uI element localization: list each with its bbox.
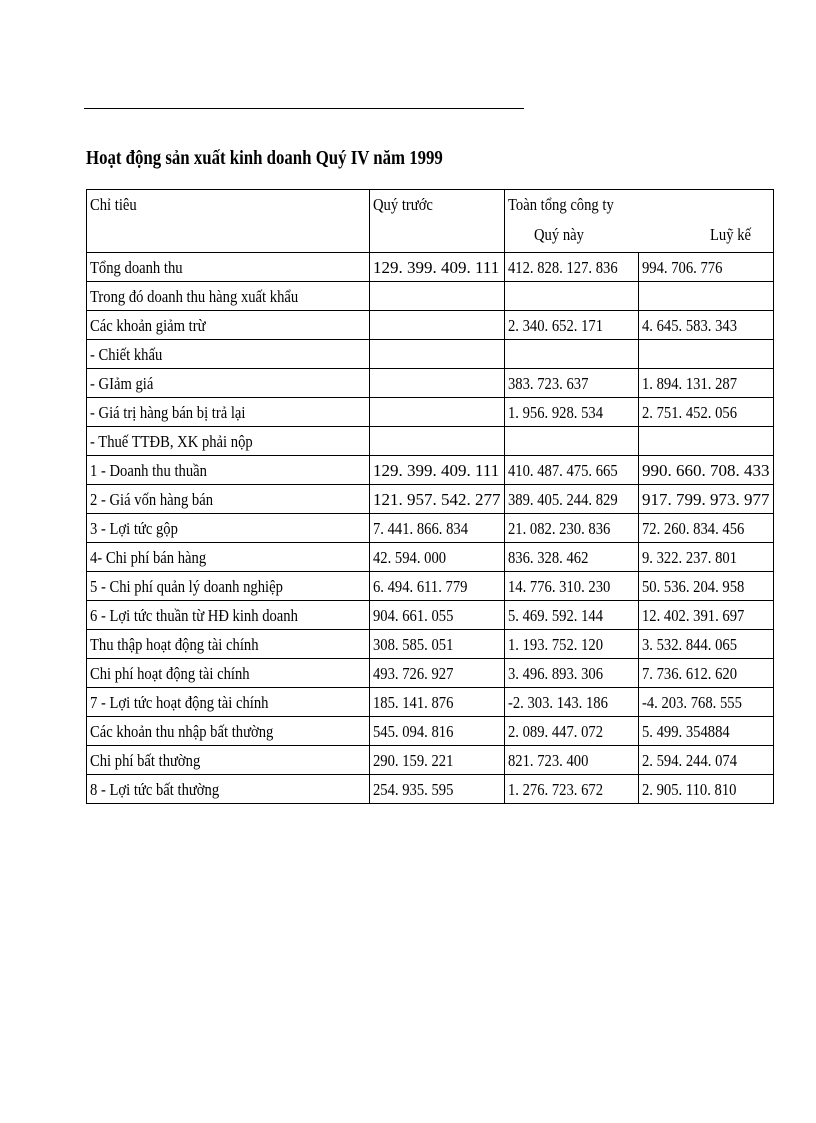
row-label: Trong đó doanh thu hàng xuất khẩu bbox=[87, 282, 370, 311]
row-cumulative: 1. 894. 131. 287 bbox=[639, 369, 774, 398]
row-this-quarter: 389. 405. 244. 829 bbox=[504, 485, 639, 514]
row-label: - GIảm giá bbox=[87, 369, 370, 398]
header-previous-quarter: Quý trước bbox=[370, 190, 505, 253]
row-previous-quarter: 185. 141. 876 bbox=[370, 688, 505, 717]
row-this-quarter: 21. 082. 230. 836 bbox=[504, 514, 639, 543]
row-previous-quarter: 290. 159. 221 bbox=[370, 746, 505, 775]
row-this-quarter: 3. 496. 893. 306 bbox=[504, 659, 639, 688]
row-this-quarter: 1. 276. 723. 672 bbox=[504, 775, 639, 804]
row-cumulative: 3. 532. 844. 065 bbox=[639, 630, 774, 659]
row-previous-quarter bbox=[370, 369, 505, 398]
row-previous-quarter: 545. 094. 816 bbox=[370, 717, 505, 746]
row-cumulative bbox=[639, 282, 774, 311]
row-this-quarter: -2. 303. 143. 186 bbox=[504, 688, 639, 717]
row-label: Tổng doanh thu bbox=[87, 253, 370, 282]
header-company-total: Toàn tổng công ty Quý này Luỹ kế bbox=[504, 190, 773, 253]
row-previous-quarter: 129. 399. 409. 111 bbox=[370, 456, 505, 485]
table-row bbox=[87, 601, 774, 630]
row-this-quarter: 410. 487. 475. 665 bbox=[504, 456, 639, 485]
table-row bbox=[87, 311, 774, 340]
row-label: - Thuế TTĐB, XK phải nộp bbox=[87, 427, 370, 456]
row-this-quarter bbox=[504, 282, 639, 311]
table-row bbox=[87, 688, 774, 717]
table-row bbox=[87, 369, 774, 398]
row-previous-quarter: 308. 585. 051 bbox=[370, 630, 505, 659]
row-this-quarter: 2. 340. 652. 171 bbox=[504, 311, 639, 340]
row-cumulative: 50. 536. 204. 958 bbox=[639, 572, 774, 601]
row-cumulative: 2. 594. 244. 074 bbox=[639, 746, 774, 775]
table-row bbox=[87, 630, 774, 659]
row-label: Thu thập hoạt động tài chính bbox=[87, 630, 370, 659]
row-previous-quarter: 42. 594. 000 bbox=[370, 543, 505, 572]
table-row bbox=[87, 514, 774, 543]
row-cumulative: 4. 645. 583. 343 bbox=[639, 311, 774, 340]
row-cumulative: 5. 499. 354884 bbox=[639, 717, 774, 746]
row-label: 6 - Lợi tức thuần từ HĐ kinh doanh bbox=[87, 601, 370, 630]
page-title: Hoạt động sản xuất kinh doanh Quý IV năm 1999 bbox=[86, 147, 443, 169]
table-row bbox=[87, 746, 774, 775]
header-rule-right bbox=[227, 108, 524, 109]
row-cumulative: 994. 706. 776 bbox=[639, 253, 774, 282]
row-this-quarter: 1. 193. 752. 120 bbox=[504, 630, 639, 659]
report-table bbox=[86, 189, 774, 804]
table-row bbox=[87, 398, 774, 427]
row-this-quarter: 1. 956. 928. 534 bbox=[504, 398, 639, 427]
row-label: 3 - Lợi tức gộp bbox=[87, 514, 370, 543]
row-cumulative bbox=[639, 427, 774, 456]
row-cumulative: 9. 322. 237. 801 bbox=[639, 543, 774, 572]
table-row bbox=[87, 659, 774, 688]
row-previous-quarter: 129. 399. 409. 111 bbox=[370, 253, 505, 282]
row-this-quarter: 14. 776. 310. 230 bbox=[504, 572, 639, 601]
row-cumulative bbox=[639, 340, 774, 369]
table-row bbox=[87, 485, 774, 514]
row-cumulative: 7. 736. 612. 620 bbox=[639, 659, 774, 688]
table-row bbox=[87, 427, 774, 456]
row-label: 8 - Lợi tức bất thường bbox=[87, 775, 370, 804]
header-cumulative: Luỹ kế bbox=[709, 225, 751, 244]
row-cumulative: 12. 402. 391. 697 bbox=[639, 601, 774, 630]
row-cumulative: -4. 203. 768. 555 bbox=[639, 688, 774, 717]
row-cumulative: 72. 260. 834. 456 bbox=[639, 514, 774, 543]
row-previous-quarter: 904. 661. 055 bbox=[370, 601, 505, 630]
row-this-quarter: 5. 469. 592. 144 bbox=[504, 601, 639, 630]
row-cumulative: 917. 799. 973. 977 bbox=[639, 485, 774, 514]
row-label: 4- Chi phí bán hàng bbox=[87, 543, 370, 572]
row-label: Các khoản giảm trừ bbox=[87, 311, 370, 340]
row-label: Chi phí bất thường bbox=[87, 746, 370, 775]
header-this-quarter: Quý này bbox=[533, 225, 584, 244]
table-row bbox=[87, 543, 774, 572]
table-row bbox=[87, 340, 774, 369]
row-this-quarter bbox=[504, 340, 639, 369]
row-label: 1 - Doanh thu thuần bbox=[87, 456, 370, 485]
row-previous-quarter bbox=[370, 311, 505, 340]
row-this-quarter: 412. 828. 127. 836 bbox=[504, 253, 639, 282]
row-previous-quarter: 254. 935. 595 bbox=[370, 775, 505, 804]
table-row bbox=[87, 282, 774, 311]
row-this-quarter: 836. 328. 462 bbox=[504, 543, 639, 572]
row-this-quarter: 821. 723. 400 bbox=[504, 746, 639, 775]
row-this-quarter: 383. 723. 637 bbox=[504, 369, 639, 398]
row-previous-quarter: 121. 957. 542. 277 bbox=[370, 485, 505, 514]
row-previous-quarter bbox=[370, 340, 505, 369]
row-previous-quarter bbox=[370, 282, 505, 311]
row-label: 2 - Giá vốn hàng bán bbox=[87, 485, 370, 514]
table-row bbox=[87, 775, 774, 804]
row-previous-quarter bbox=[370, 398, 505, 427]
row-cumulative: 990. 660. 708. 433 bbox=[639, 456, 774, 485]
row-previous-quarter: 493. 726. 927 bbox=[370, 659, 505, 688]
row-label: - Giá trị hàng bán bị trả lại bbox=[87, 398, 370, 427]
table-row bbox=[87, 456, 774, 485]
table-row bbox=[87, 253, 774, 282]
row-this-quarter: 2. 089. 447. 072 bbox=[504, 717, 639, 746]
row-label: 5 - Chi phí quản lý doanh nghiệp bbox=[87, 572, 370, 601]
row-previous-quarter: 6. 494. 611. 779 bbox=[370, 572, 505, 601]
header-indicator: Chỉ tiêu bbox=[87, 190, 370, 253]
row-label: Các khoản thu nhập bất thường bbox=[87, 717, 370, 746]
row-label: - Chiết khấu bbox=[87, 340, 370, 369]
row-cumulative: 2. 751. 452. 056 bbox=[639, 398, 774, 427]
row-previous-quarter: 7. 441. 866. 834 bbox=[370, 514, 505, 543]
row-cumulative: 2. 905. 110. 810 bbox=[639, 775, 774, 804]
row-this-quarter bbox=[504, 427, 639, 456]
table-header-row bbox=[87, 190, 774, 253]
row-label: 7 - Lợi tức hoạt động tài chính bbox=[87, 688, 370, 717]
table-row bbox=[87, 717, 774, 746]
row-previous-quarter bbox=[370, 427, 505, 456]
row-label: Chi phí hoạt động tài chính bbox=[87, 659, 370, 688]
table-row bbox=[87, 572, 774, 601]
header-rule-left bbox=[84, 108, 227, 109]
